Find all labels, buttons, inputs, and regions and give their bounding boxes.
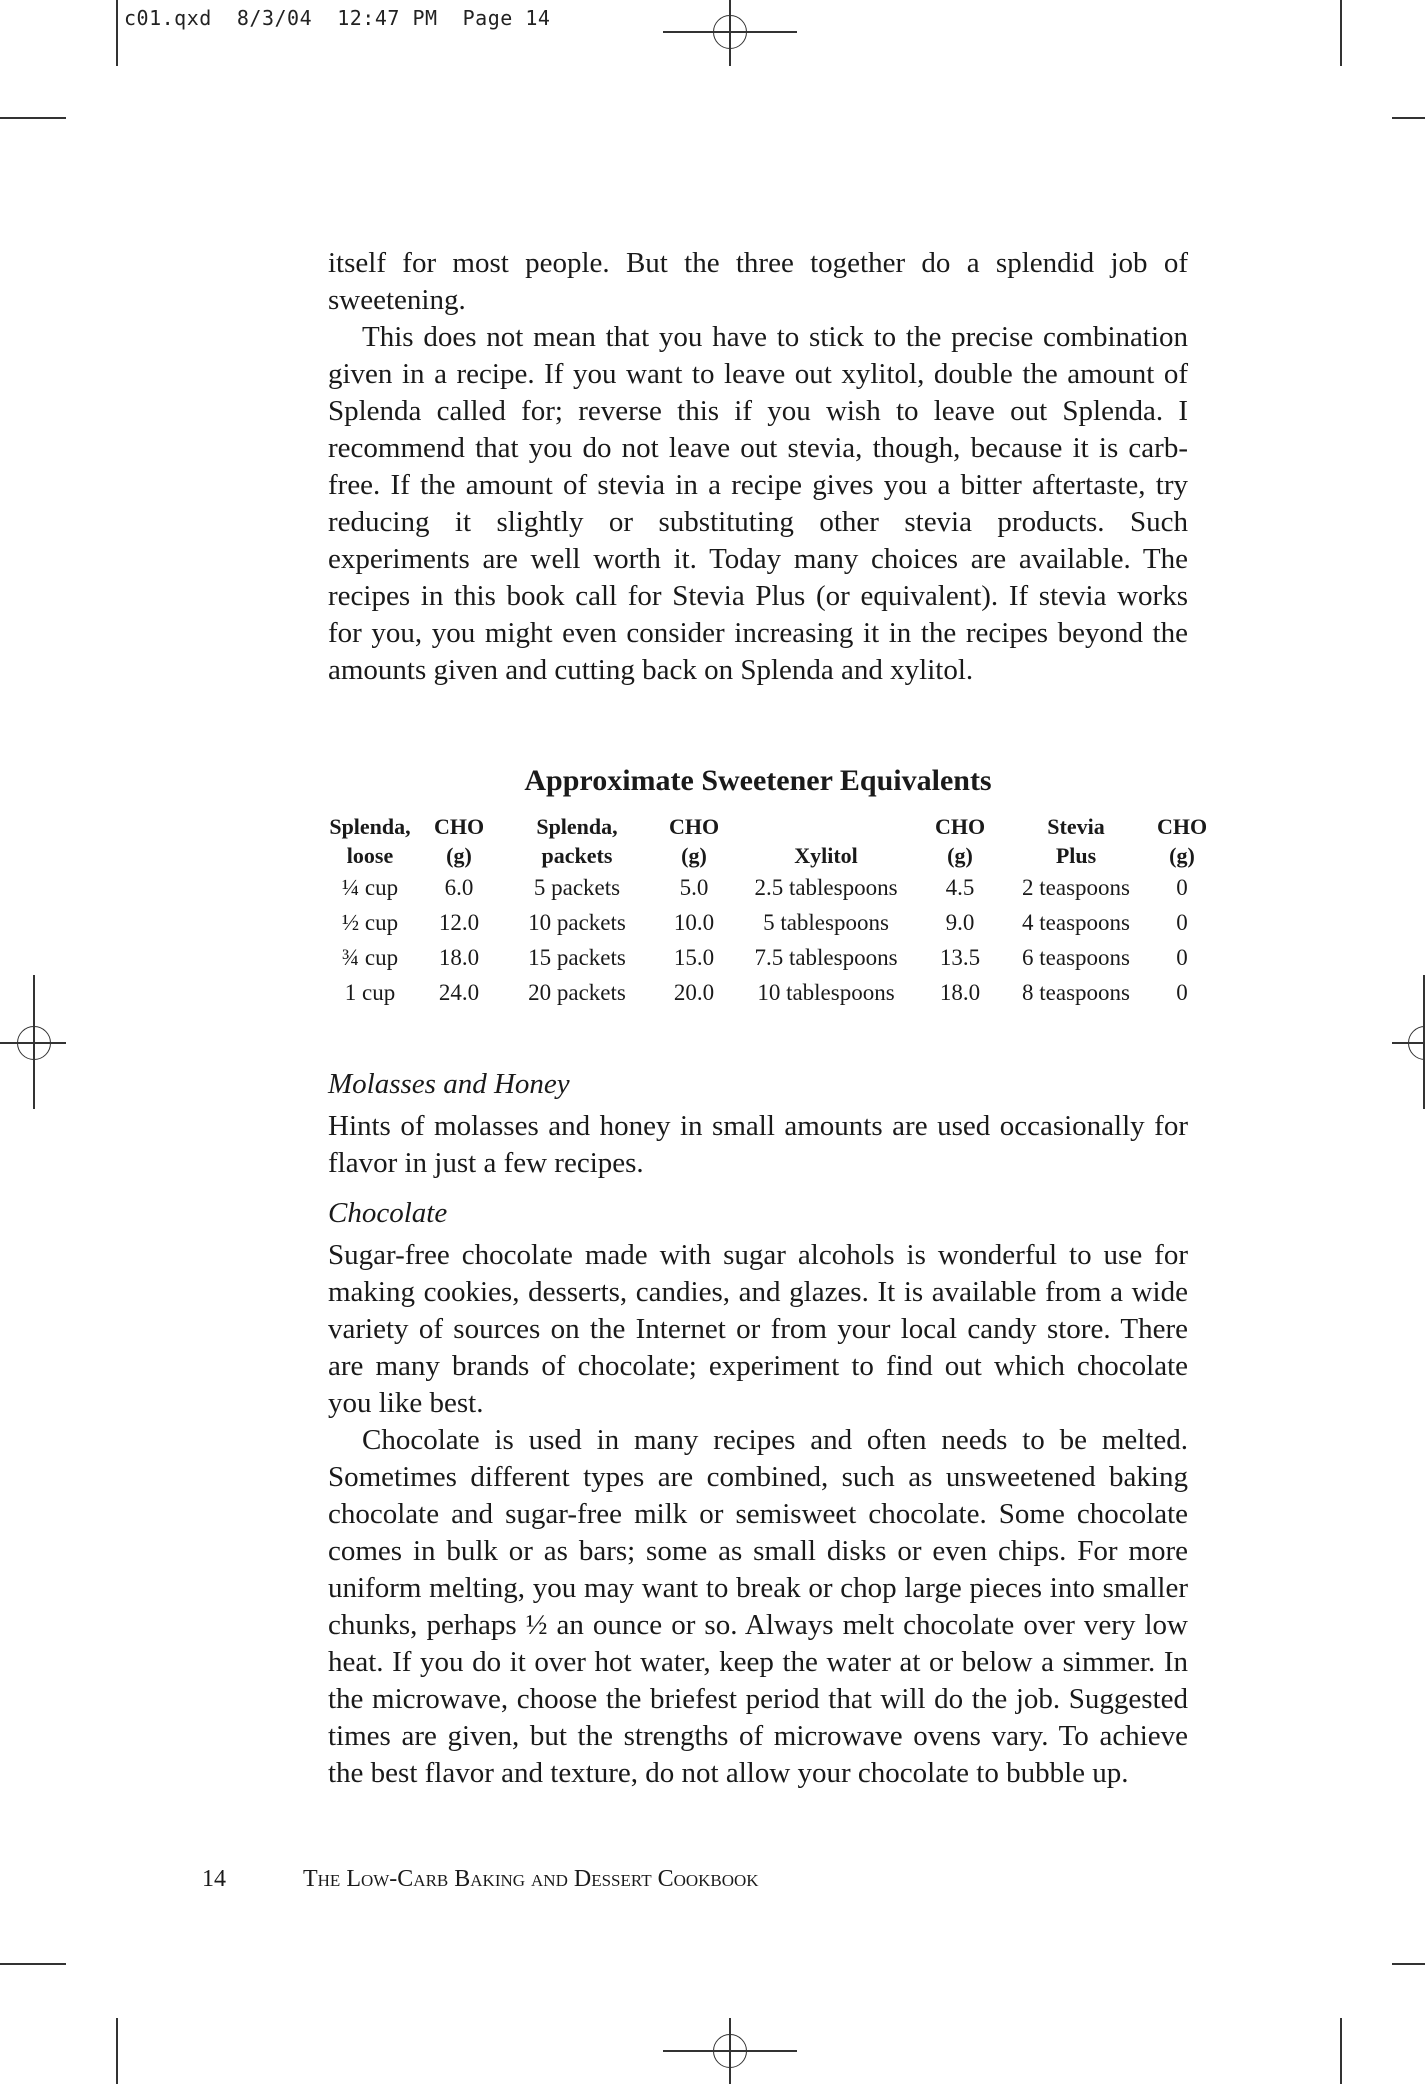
column-header: Splenda, packets — [536, 814, 618, 868]
table-cell: 5.0 — [679, 875, 709, 900]
table-cell: 0 — [1176, 910, 1188, 935]
paragraph: itself for most people. But the three together do a splendid job of sweetening. — [328, 247, 1188, 316]
table-cell: 4.5 — [945, 875, 975, 900]
table-cell: 7.5 tablespoons — [754, 945, 898, 970]
column-header: Xylitol — [794, 843, 858, 868]
sweetener-table — [320, 812, 1212, 1010]
section-molasses — [328, 1066, 1188, 1182]
crop-mark — [116, 0, 118, 66]
table-cell: 20 packets — [528, 980, 626, 1005]
table-cell: 0 — [1176, 980, 1188, 1005]
table-cell: 18.0 — [438, 945, 480, 970]
table-cell: 10 packets — [528, 910, 626, 935]
column-header: CHO (g) — [934, 814, 986, 868]
paragraph: Hints of molasses and honey in small amounts are used occasionally for flavor in just a few recipes. — [328, 1110, 1188, 1179]
table-cell: 24.0 — [438, 980, 480, 1005]
table-cell: 13.5 — [939, 945, 981, 970]
table-cell: 0 — [1176, 875, 1188, 900]
table-cell: 1 cup — [344, 980, 396, 1005]
table-cell: 15.0 — [673, 945, 715, 970]
table-cell: 6.0 — [444, 875, 474, 900]
table-cell: 4 teaspoons — [1022, 910, 1130, 935]
table-row — [320, 940, 1212, 975]
table-cell: 15 packets — [528, 945, 626, 970]
table-cell: 5 tablespoons — [763, 910, 889, 935]
paragraph: This does not mean that you have to stick to the precise combination given in a recipe. If you want to leave out xylitol, double the amount of Splenda called for; reverse this if you wish to leave out Splenda. I recommend that you do not leave out stevia, though, because it is carb-free. If the amount of stevia in a recipe gives you a bitter aftertaste, try reducing it slightly or substituting other stevia products. Such experiments are well worth it. Today many choices are available. The recipes in this book call for Stevia Plus (or equivalent). If stevia works for you, you might even consider increasing it in the recipes beyond the amounts given and cutting back on Splenda and xylitol. — [328, 321, 1188, 686]
table-header-row — [320, 812, 1212, 870]
column-header: CHO (g) — [1156, 814, 1208, 868]
table-cell: 5 packets — [533, 875, 621, 900]
table-cell: 0 — [1176, 945, 1188, 970]
print-slug: c01.qxd 8/3/04 12:47 PM Page 14 — [124, 6, 551, 30]
table-row — [320, 975, 1212, 1010]
section-heading: Chocolate — [328, 1197, 448, 1229]
body-text-top — [328, 245, 1188, 689]
crop-mark — [1340, 2018, 1342, 2084]
table-row — [320, 870, 1212, 905]
column-header: Stevia Plus — [1047, 814, 1105, 868]
table-cell: ¼ cup — [341, 875, 399, 900]
column-header: Splenda, loose — [329, 814, 411, 868]
table-cell: 10 tablespoons — [757, 980, 895, 1005]
running-footer: The Low-Carb Baking and Dessert Cookbook — [303, 1866, 759, 1892]
table-title: Approximate Sweetener Equivalents — [524, 764, 992, 797]
column-header: CHO (g) — [668, 814, 720, 868]
table-cell: 18.0 — [939, 980, 981, 1005]
table-cell: 12.0 — [438, 910, 480, 935]
crop-mark — [1392, 1963, 1425, 1965]
crop-mark — [0, 117, 66, 119]
section-chocolate — [328, 1195, 1188, 1792]
column-header: CHO (g) — [433, 814, 485, 868]
table-cell: ½ cup — [341, 910, 399, 935]
crop-mark — [116, 2018, 118, 2084]
table-cell: 9.0 — [945, 910, 975, 935]
crop-mark — [1392, 117, 1425, 119]
crop-mark — [1340, 0, 1342, 66]
table-cell: 2.5 tablespoons — [754, 875, 898, 900]
table-cell: 6 teaspoons — [1022, 945, 1130, 970]
table-cell: 8 teaspoons — [1022, 980, 1130, 1005]
table-cell: 20.0 — [673, 980, 715, 1005]
paragraph: Chocolate is used in many recipes and often needs to be melted. Sometimes different types are combined, such as unsweetened baking chocolate and sugar-free milk or semisweet chocolate. Some chocolate comes in bulk or as bars; some as small disks or even chips. For more uniform melting, you may want to break or chop large pieces into smaller chunks, perhaps ½ an ounce or so. Always melt chocolate over very low heat. If you do it over hot water, keep the water at or below a simmer. In the microwave, choose the briefest period that will do the job. Suggested times are given, but the strengths of microwave ovens vary. To achieve the best flavor and texture, do not allow your chocolate to bubble up. — [328, 1424, 1188, 1789]
crop-mark — [0, 1963, 66, 1965]
table-cell: 10.0 — [673, 910, 715, 935]
table-row — [320, 905, 1212, 940]
paragraph: Sugar-free chocolate made with sugar alcohols is wonderful to use for making cookies, desserts, candies, and glazes. It is available from a wide variety of sources on the Internet or from your local candy store. There are many brands of chocolate; experiment to find out which chocolate you like best. — [328, 1239, 1188, 1419]
table-cell: 2 teaspoons — [1022, 875, 1130, 900]
table-cell: ¾ cup — [341, 945, 399, 970]
page-number: 14 — [202, 1866, 226, 1892]
section-heading: Molasses and Honey — [328, 1068, 570, 1100]
